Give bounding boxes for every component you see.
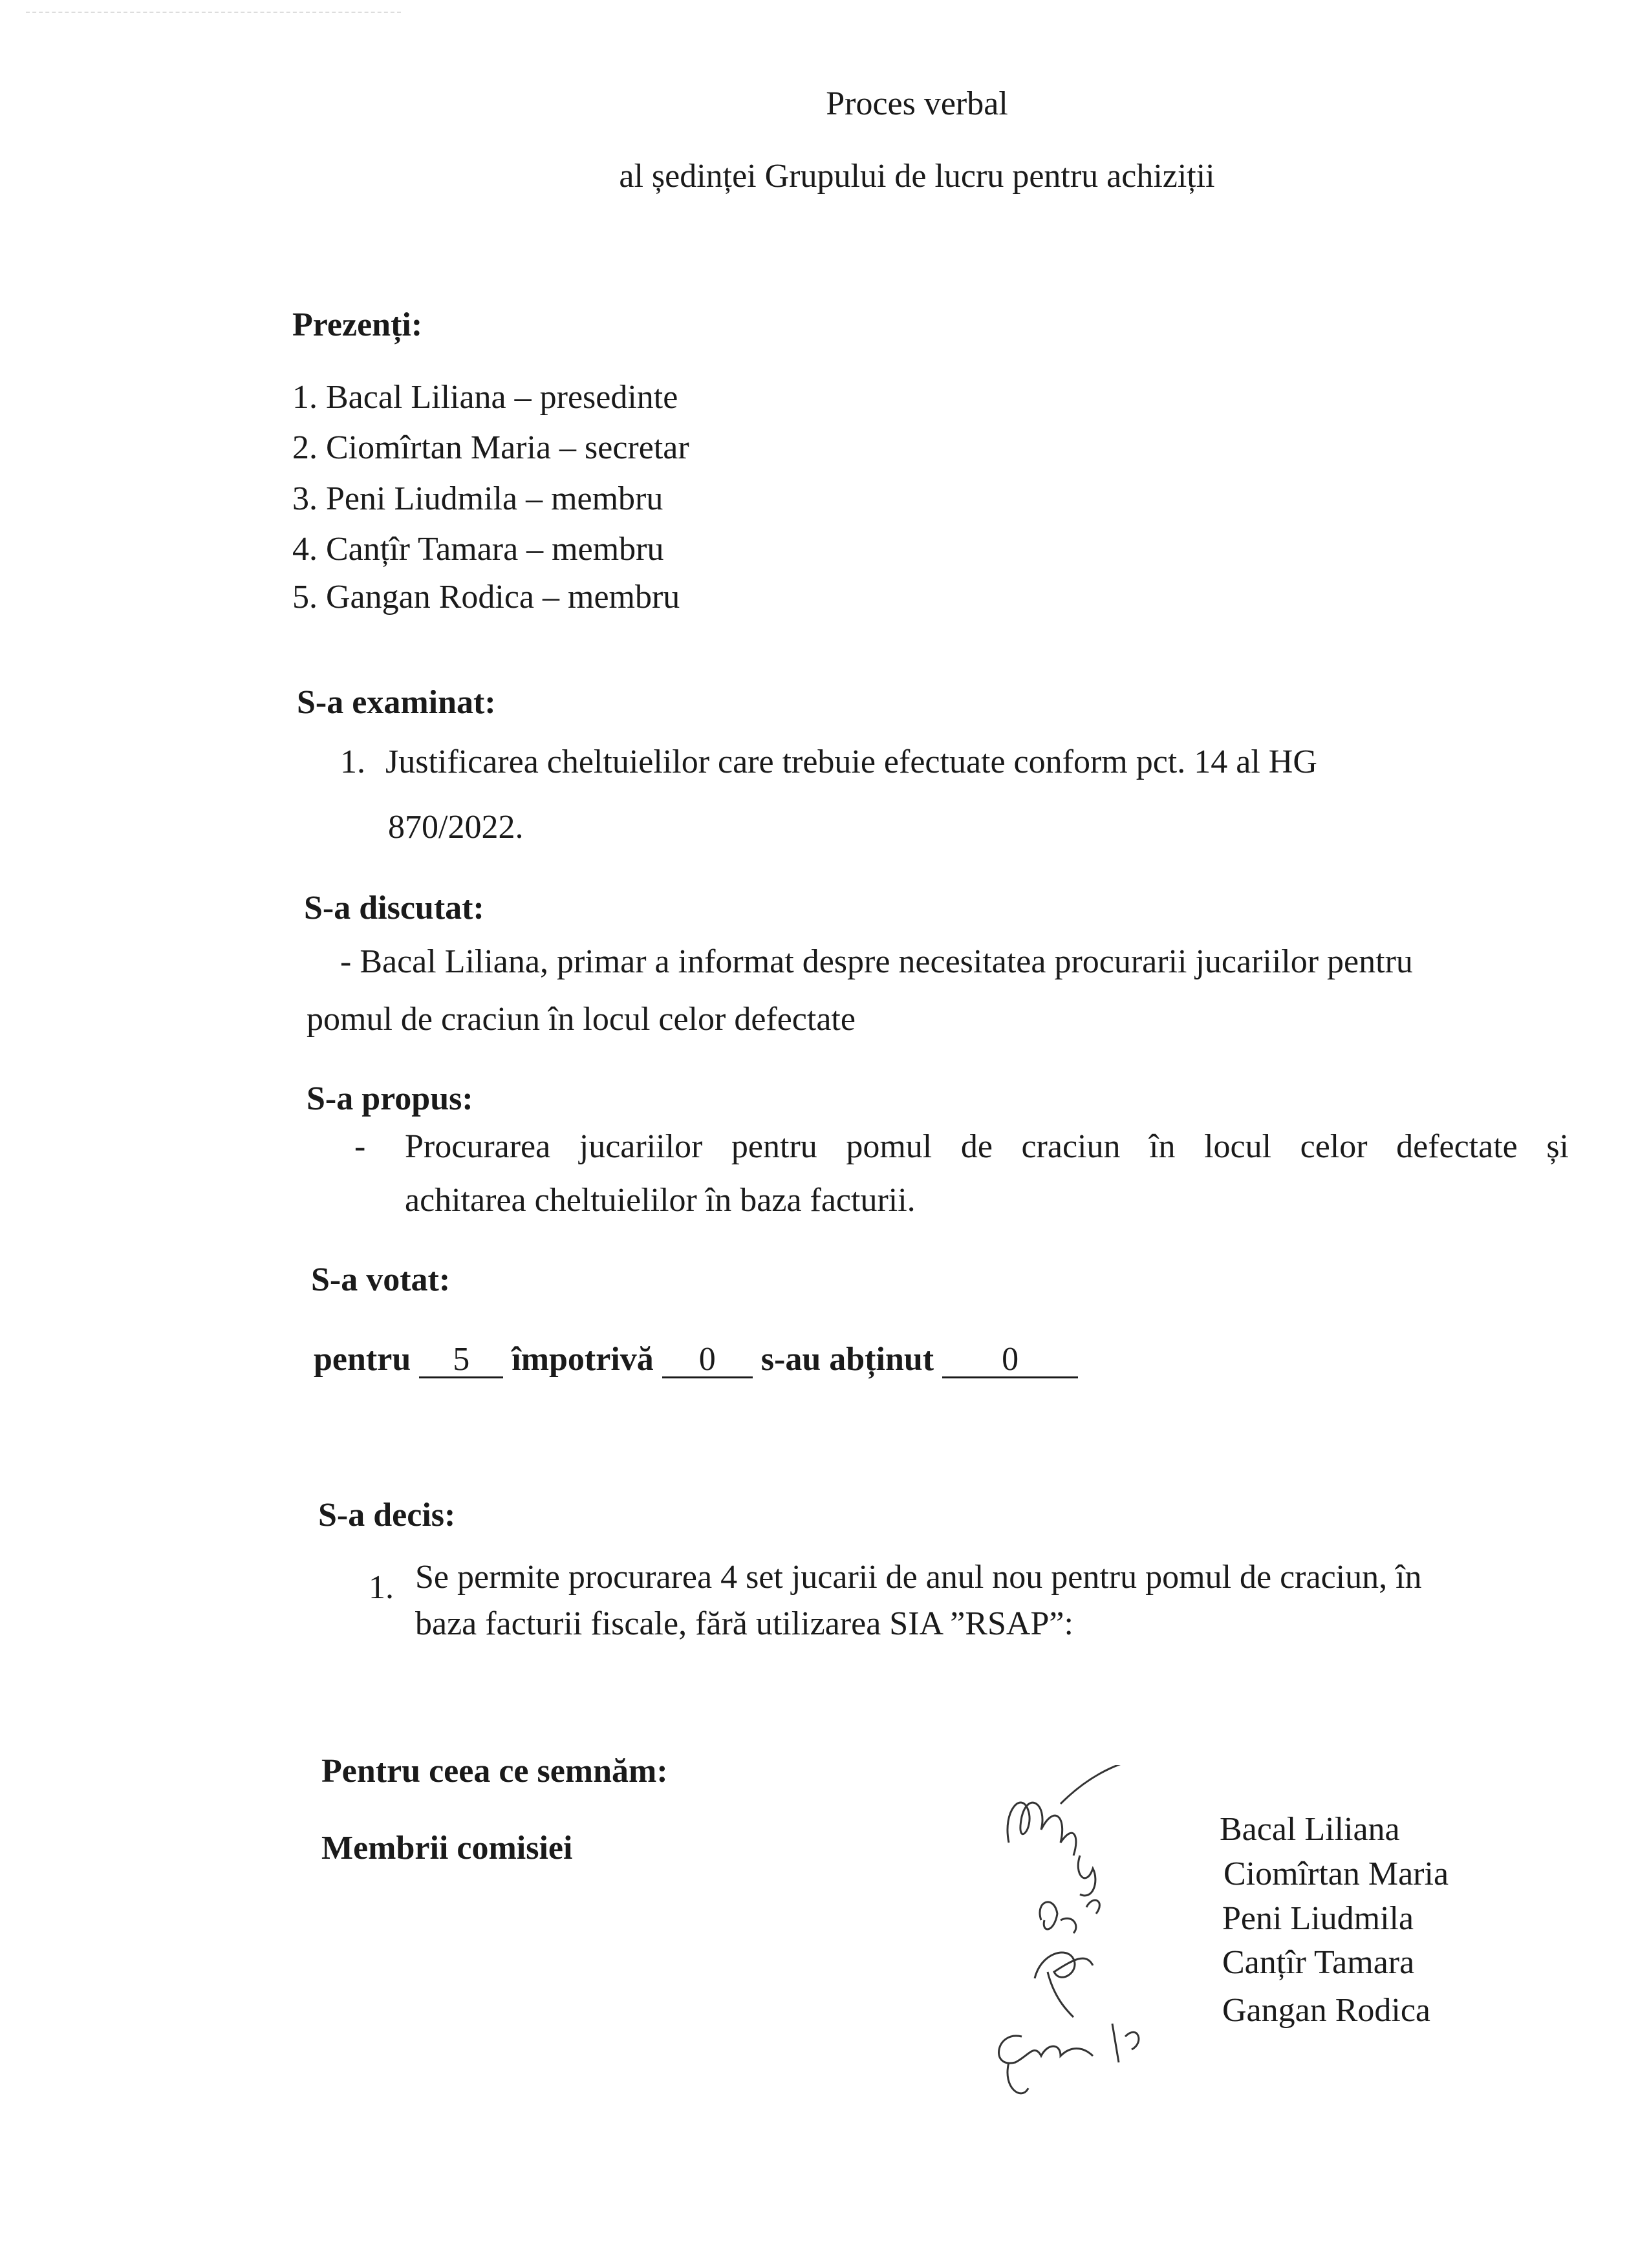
proposed-heading: S-a propus:	[307, 1080, 473, 1117]
proposed-text-line2: achitarea cheltuielilor în baza facturii.	[405, 1182, 916, 1219]
examined-heading: S-a examinat:	[297, 684, 496, 721]
signature-peni	[1040, 1902, 1076, 1933]
scan-edge-mark	[26, 12, 401, 13]
vote-against-label: împotrivă	[512, 1341, 654, 1378]
vote-line	[314, 1340, 1078, 1379]
present-member: 2. Ciomîrtan Maria – secretar	[292, 429, 689, 466]
present-member: 4. Canțîr Tamara – membru	[292, 531, 664, 568]
present-member: 5. Gangan Rodica – membru	[292, 579, 680, 615]
proposed-text-line1: Procurarea jucariilor pentru pomul de craciun în locul celor defectate și	[405, 1128, 1569, 1165]
signature-cantir	[1035, 1952, 1093, 2017]
decided-text-line1: Se permite procurarea 4 set jucarii de anul nou pentru pomul de craciun, în	[415, 1559, 1422, 1596]
present-member: 1. Bacal Liliana – presedinte	[292, 379, 678, 416]
signatory-name: Ciomîrtan Maria	[1223, 1856, 1449, 1892]
signatory-name: Peni Liudmila	[1222, 1900, 1414, 1937]
signature-gangan	[999, 2024, 1139, 2093]
vote-for-label: pentru	[314, 1341, 411, 1378]
document-subtitle: al ședinței Grupului de lucru pentru achiziții	[619, 158, 1215, 195]
signatory-name: Gangan Rodica	[1222, 1992, 1431, 2029]
document-title: Proces verbal	[826, 85, 1008, 122]
examined-text-line2: 870/2022.	[388, 809, 524, 846]
signature-bacal	[1008, 1765, 1138, 1856]
signature-ciomirtan	[1078, 1856, 1099, 1914]
examined-text-line1: Justificarea cheltuielilor care trebuie efectuate conform pct. 14 al HG	[385, 744, 1317, 780]
handwritten-signatures	[983, 1765, 1229, 2101]
decided-heading: S-a decis:	[318, 1497, 456, 1534]
discussed-text-line2: pomul de craciun în locul celor defectate	[307, 1001, 856, 1038]
signatures-heading: Pentru ceea ce semnăm:	[321, 1753, 668, 1790]
vote-abstained-label: s-au abținut	[760, 1341, 934, 1378]
vote-for-value: 5	[419, 1343, 503, 1378]
decided-text-line2: baza facturii fiscale, fără utilizarea SIA ”RSAP”:	[415, 1605, 1073, 1642]
present-heading: Prezenți:	[292, 306, 423, 343]
present-member: 3. Peni Liudmila – membru	[292, 480, 663, 517]
discussed-text-line1: - Bacal Liliana, primar a informat despre necesitatea procurarii jucariilor pentru	[340, 943, 1413, 980]
vote-against-value: 0	[662, 1343, 753, 1378]
signatory-name: Bacal Liliana	[1220, 1811, 1400, 1848]
vote-abstained-value: 0	[942, 1343, 1078, 1378]
commission-members-label: Membrii comisiei	[321, 1830, 573, 1867]
signatory-name: Canțîr Tamara	[1222, 1944, 1415, 1981]
proposed-bullet: -	[354, 1128, 366, 1165]
voted-heading: S-a votat:	[311, 1261, 451, 1298]
examined-number: 1.	[340, 744, 365, 780]
decided-number: 1.	[369, 1569, 394, 1606]
discussed-heading: S-a discutat:	[304, 890, 484, 926]
